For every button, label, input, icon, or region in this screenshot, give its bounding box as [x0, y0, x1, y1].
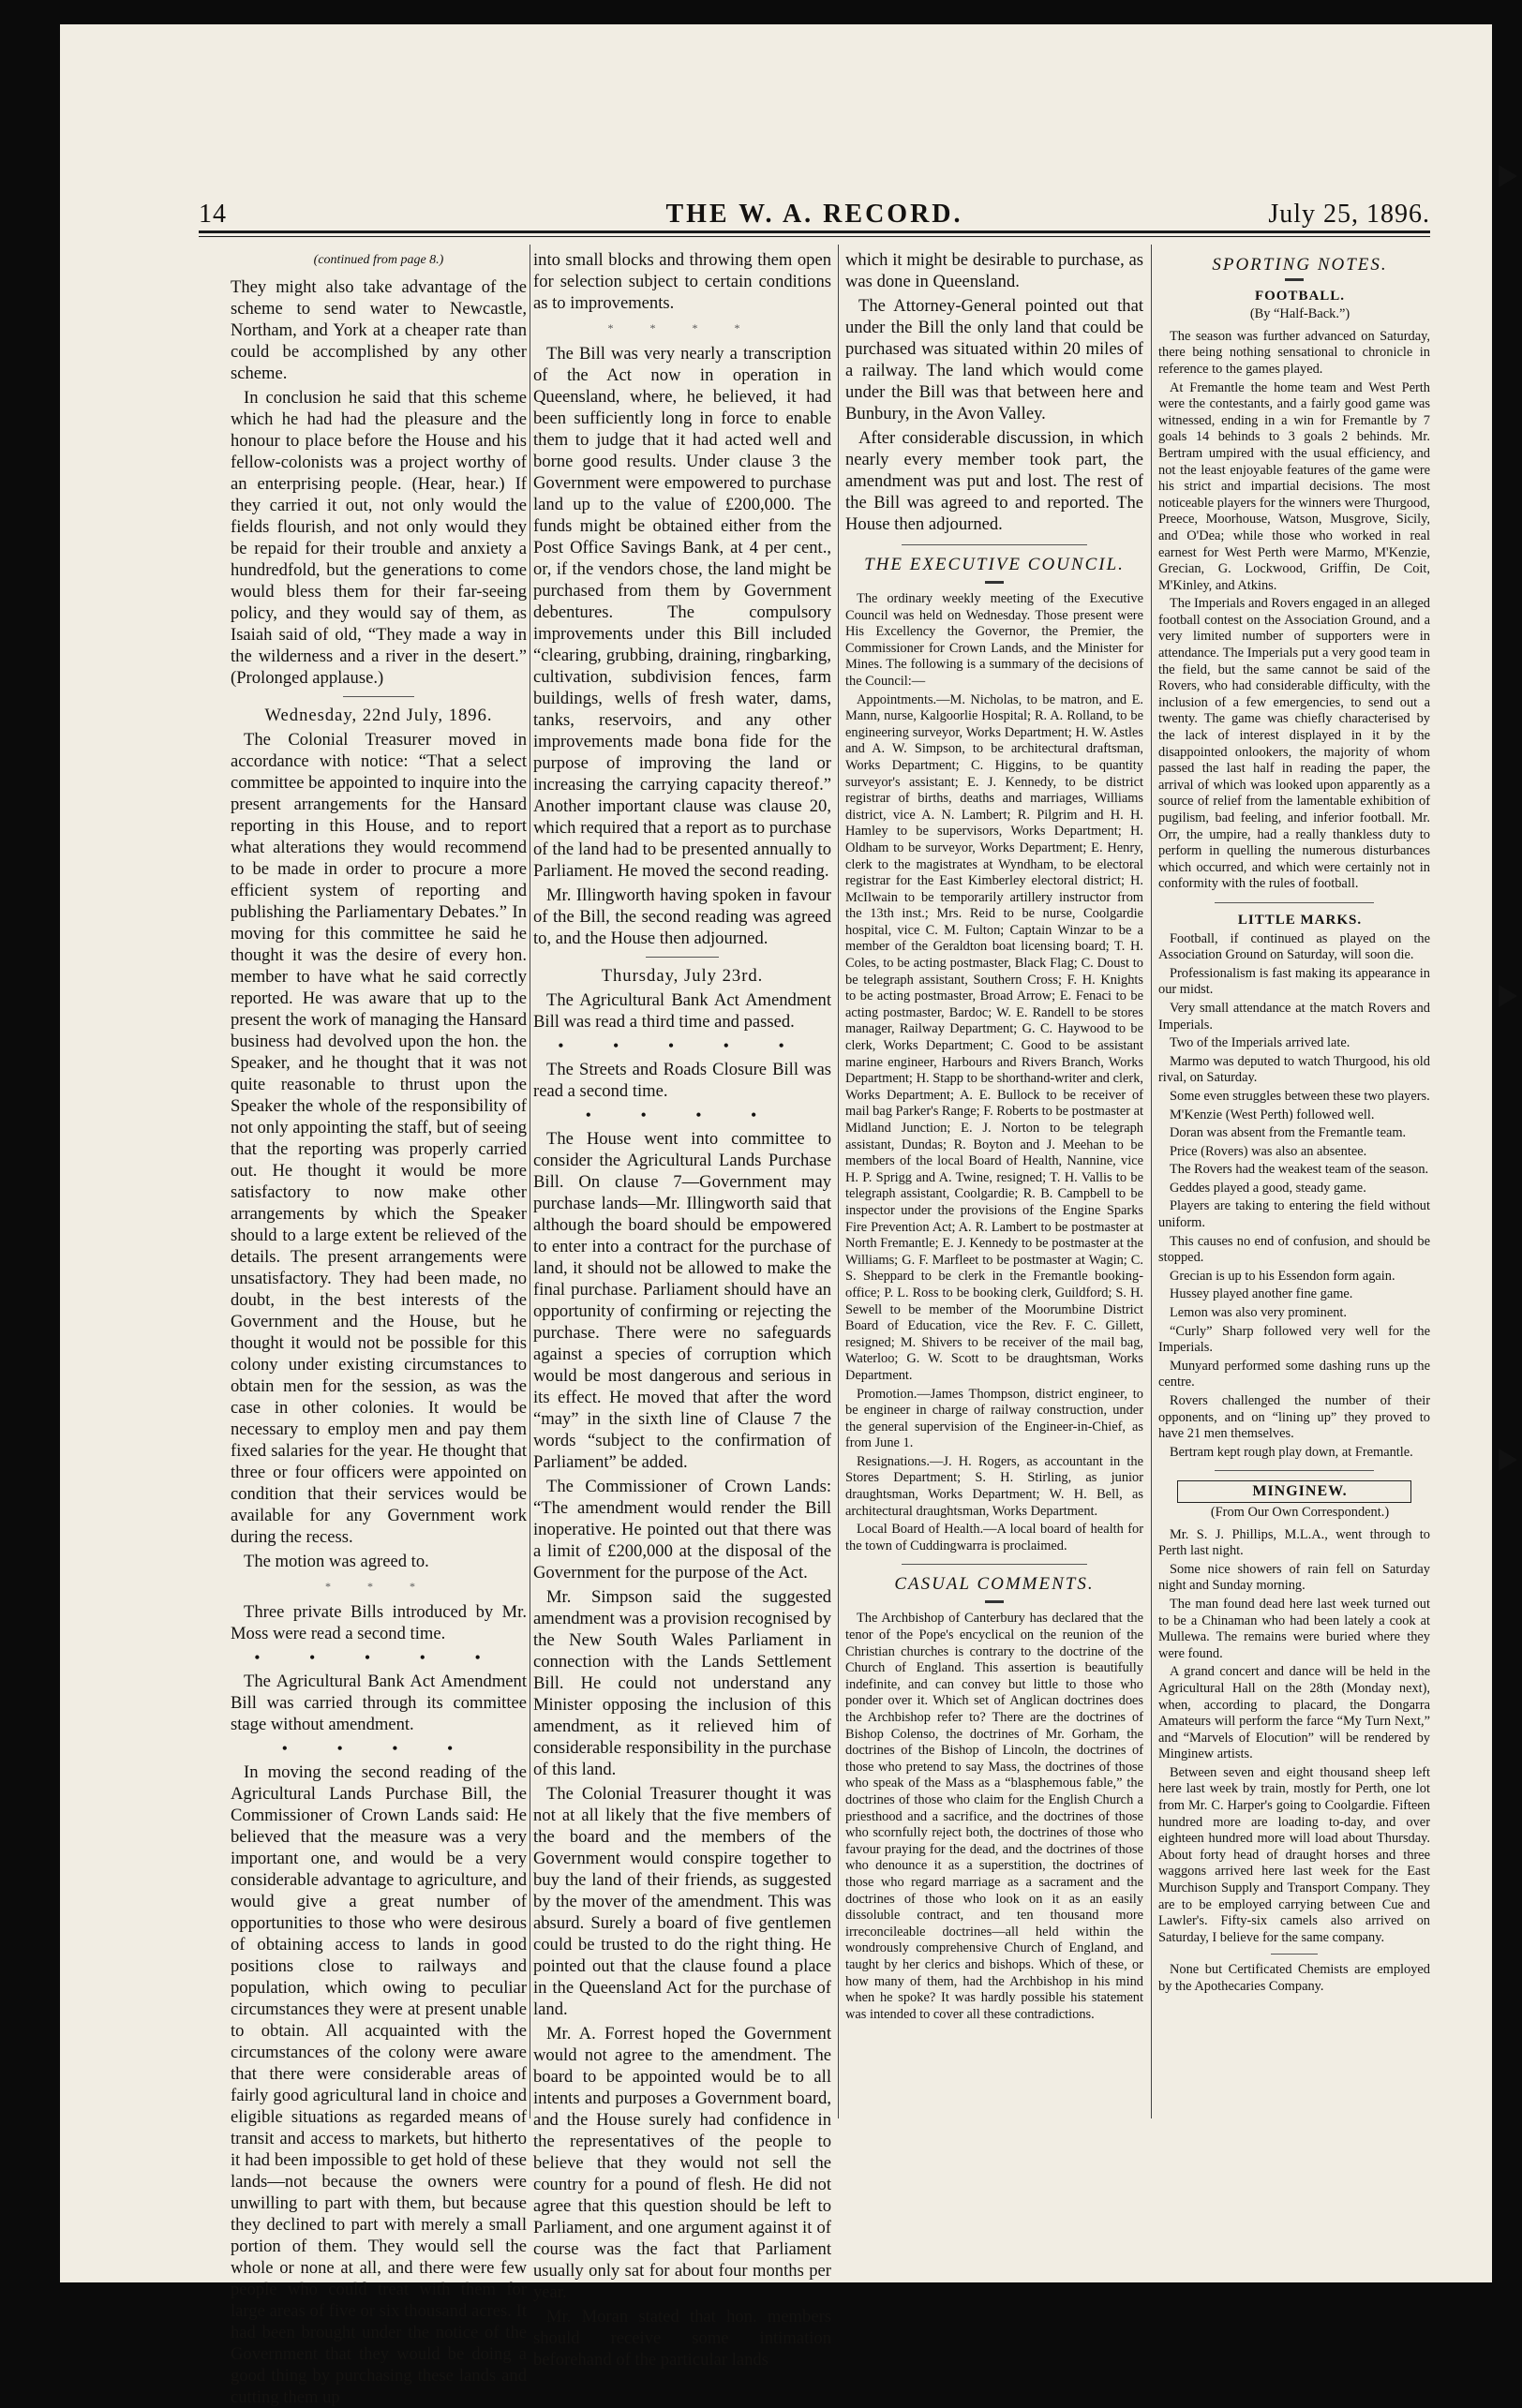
page-header [199, 188, 1430, 229]
paragraph: into small blocks and throwing them open for selection subject to certain conditions as to improvements. [533, 250, 831, 313]
binding-mark-lower [1499, 1449, 1517, 1471]
paragraph: Three private Bills introduced by Mr. Moss were read a second time. [231, 1602, 527, 1643]
paragraph: Mr. Illingworth having spoken in favour of the Bill, the second reading was agreed to, and the House then adjourned. [533, 885, 831, 948]
paragraph: Mr. Simpson said the suggested amendment was a provision recognised by the New South Wales Parliament in connection with the Lands Settlement Bill. He could not understand any Minister opposing the inclusion of this amendment, as it relieved him of considerable responsibility in the purchase of this land. [533, 1587, 831, 1779]
section-heading: THE EXECUTIVE COUNCIL. [864, 555, 1125, 574]
paragraph: which it might be desirable to purchase, as was done in Queensland. [845, 250, 1143, 291]
paragraph: The ordinary weekly meeting of the Executive Council was held on Wednesday. Those present were His Excellency the Governor, the Premier, the Commissioner for Crown Lands, and the Minister for Mines. The following is a summary of the decisions of the Council:— [845, 591, 1143, 689]
paragraph: The motion was agreed to. [244, 1552, 429, 1571]
column-2 [533, 249, 831, 2370]
paragraph: The Colonial Treasurer thought it was not at all likely that the five members of the board and the members of the Government would conspire together to buy the land of their friends, as suggested by the mover of the amendment. This was absurd. Surely a board of five gentlemen could be trusted to do the right thing. He pointed out that the clause found a place in the Queensland Act for the purchase of land. [533, 1784, 831, 2019]
newspaper-page [60, 24, 1492, 2407]
list-item: M'Kenzie (West Perth) followed well. [1170, 1107, 1375, 1122]
list-item: Munyard performed some dashing runs up the centre. [1158, 1358, 1430, 1390]
paragraph: Promotion.—James Thompson, district engineer, to be engineer in charge of railway construction, under the general supervision of the Engineer-in-Chief, as from June 1. [845, 1386, 1143, 1451]
header-rule-thin [199, 236, 1430, 237]
list-item: Hussey played another fine game. [1170, 1286, 1353, 1302]
date-line: Thursday, July 23rd. [601, 966, 764, 986]
separator-stars: * * * [325, 1580, 432, 1593]
list-item: Lemon was also very prominent. [1170, 1305, 1348, 1321]
column-divider-3 [1151, 245, 1152, 2118]
list-item: Players are taking to entering the field without uniform. [1158, 1198, 1430, 1231]
heading-dash [1285, 278, 1304, 281]
paragraph: In conclusion he said that this scheme which he had had the pleasure and the honour to place before the House and his fellow-colonists was a project worthy of an enterprising people. (Hear, hear.) If they carried it out, not only would the fields flourish, and not only would they be repaid for their trouble and anxiety a hundredfold, but the generations to come would bless them for their far-seeing policy, and they would say of them, as Isaiah said of old, “They made a way in the wilderness and a river in the desert.” (Prolonged applause.) [231, 388, 527, 688]
paragraph: They might also take advantage of the scheme to send water to Newcastle, Northam, and York at a cheaper rate than could be accomplished by any other scheme. [231, 277, 527, 383]
paragraph: Mr. Moran stated that hon. members should receive some intimation beforehand of the particular lands [533, 2307, 831, 2370]
column-divider-2 [838, 245, 839, 2118]
paragraph: The season was further advanced on Saturday, there being nothing sensational to chronicle in reference to the games played. [1158, 328, 1430, 377]
section-heading: SPORTING NOTES. [1212, 255, 1388, 275]
separator-stars: * * * * [607, 321, 757, 334]
issue-date: July 25, 1896. [1268, 200, 1430, 229]
paragraph: The Attorney-General pointed out that under the Bill the only land that could be purchased was situated within 20 miles of a railway. The land which would come under the Bill was that between here and Bunbury, in the Avon Valley. [845, 296, 1143, 424]
page-number: 14 [199, 200, 227, 229]
paragraph: The man found dead here last week turned out to be a Chinaman who had been lately a cook at Mullewa. The remains were buried where they were found. [1158, 1596, 1430, 1661]
paragraph: The House went into committee to consider the Agricultural Lands Purchase Bill. On clause 7—Government may purchase lands—Mr. Illingworth said that although the board should be empowered to enter into a contract for the purchase of land, it should not be allowed to make the final purchase. Parliament should have an opportunity of confirming or rejecting the purchase. There were no safeguards against a species of corruption which would be most dangerous and serious in its effect. He moved that after the word “may” in the sixth line of Clause 7 the words “subject to the confirmation of Parliament” be added. [533, 1129, 831, 1472]
section-rule [902, 1564, 1087, 1565]
paragraph: The Commissioner of Crown Lands: “The amendment would render the Bill inoperative. He pointed out that there was a limit of £200,000 at the disposal of the Government for the purpose of the Act. [533, 1477, 831, 1583]
paragraph: The Agricultural Bank Act Amendment Bill was carried through its committee stage without amendment. [231, 1672, 527, 1734]
list-item: Very small attendance at the match Rovers and Imperials. [1158, 1000, 1430, 1033]
paragraph: A grand concert and dance will be held in the Agricultural Hall on the 28th (Monday next), when, according to placard, the Dongarra Amateurs will perform the farce “My Turn Next,” and “Marvels of Elocution” will be rendered by Minginew artists. [1158, 1664, 1430, 1762]
paragraph: The Streets and Roads Closure Bill was read a second time. [533, 1060, 831, 1101]
list-item: Football, if continued as played on the Association Ground on Saturday, will soon die. [1158, 930, 1430, 963]
paragraph: The Bill was very nearly a transcription of the Act now in operation in Queensland, where, he believed, it had been sufficiently long in force to enable them to judge that it had acted well and borne good results. Under clause 3 the Government were empowered to purchase land up to the value of £200,000. The funds might be obtained either from the Post Office Savings Bank, at 4 per cent., or, if the vendors chose, the land might be purchased from them by Government debentures. The compulsory improvements under this Bill included “clearing, grubbing, draining, ringbarking, cultivation, subdivision fences, farm buildings, wells of fresh water, dams, tanks, reservoirs, and any other improvements made bona fide for the purpose of improving the land or increasing the carrying capacity thereof.” Another important clause was clause 20, which required that a report as to purchase of the land had to be presented annually to Parliament. He moved the second reading. [533, 344, 831, 881]
list-item: Two of the Imperials arrived late. [1170, 1035, 1350, 1051]
list-item: “Curly” Sharp followed very well for the Imperials. [1158, 1323, 1430, 1356]
paragraph: Between seven and eight thousand sheep left here last week by train, mostly for Perth, one lot from Mr. C. Harper's going to Coolgardie. Fifteen hundred more are loading to-day, and over eighteen hundred more will load about Thursday. About forty head of draught horses and three waggons arrived here last week for the East Murchison Supply and Transport Company. They are to be employed carrying between Cue and Lawler's. Fifty-six camels also arrived on Saturday, I believe for the same company. [1158, 1764, 1430, 1945]
paragraph: Some nice showers of rain fell on Saturday night and Sunday morning. [1158, 1561, 1430, 1594]
paragraph: Local Board of Health.—A local board of health for the town of Cuddingwarra is proclaimed. [845, 1522, 1143, 1553]
paragraph: Mr. S. J. Phillips, M.L.A., went through to Perth last night. [1158, 1526, 1430, 1559]
binding-mark-middle [1499, 985, 1517, 1007]
separator-bullets: • • • • [281, 1739, 476, 1758]
section-rule [1215, 902, 1374, 903]
list-item: Geddes played a good, steady game. [1170, 1180, 1366, 1196]
heading-dash [985, 581, 1004, 584]
list-item: Doran was absent from the Fremantle team. [1170, 1125, 1407, 1141]
section-rule [343, 696, 414, 697]
list-item: Professionalism is fast making its appearance in our midst. [1158, 965, 1430, 998]
column-3 [845, 249, 1143, 2133]
list-item: Rovers challenged the number of their opponents, and on “lining up” they proved to have 21 men themselves. [1158, 1393, 1430, 1442]
column-4 [1158, 249, 1430, 2133]
list-item: Grecian is up to his Essendon form again. [1170, 1268, 1395, 1284]
boxed-heading: MINGINEW. [1177, 1480, 1411, 1503]
paragraph: The Archbishop of Canterbury has declared that the tenor of the Pope's encyclical on the reunion of the Christian churches is contrary to the doctrine of the Church of England. This assertion is beautifully indefinite, and can convey but little to those who ponder over it. Which set of Anglican doctrines does the Archbishop refer to? There are the doctrines of Bishop Colenso, the doctrines of Mr. Gorham, the doctrines of the Bishop of Lincoln, the doctrines of those who pretend to say Mass, the doctrines of those who speak of the Mass as a “blasphemous fable,” the doctrines of those who claim for the English Church a priesthood and a sacrifice, and the doctrines of those who scornfully reject both, the doctrines of those who favour praying for the dead, and the doctrines of those who denounce it as a superstition, the doctrines of those who regard marriage as a sacrament and the doctrines of those who look on it as an easily dissoluble contract, and ten thousand more irreconcileable doctrines—all held within the wondrously comprehensive Church of England, and taught by her clerics and bishops. Which of these, or how many of them, had the Archbishop in his mind when he spoke? It was hardly possible his statement was intended to cover all these contradictions. [845, 1611, 1143, 2022]
date-line: Wednesday, 22nd July, 1896. [264, 706, 493, 725]
subheading: FOOTBALL. [1254, 288, 1346, 304]
separator-bullets: • • • • [585, 1106, 780, 1124]
continued-note: (continued from page 8.) [313, 253, 444, 267]
subheading: LITTLE MARKS. [1237, 912, 1363, 928]
column-1 [231, 249, 528, 2407]
binding-mark-top [1499, 165, 1517, 187]
separator-bullets: • • • • • [558, 1036, 807, 1055]
list-item: Bertram kept rough play down, at Fremantle. [1170, 1444, 1413, 1460]
masthead-title: THE W. A. RECORD. [665, 200, 963, 229]
section-rule [902, 544, 1087, 545]
list-item: This causes no end of confusion, and should be stopped. [1158, 1233, 1430, 1266]
paragraph: The Agricultural Bank Act Amendment Bill was read a third time and passed. [533, 990, 831, 1032]
paragraph: After considerable discussion, in which nearly every member took part, the amendment was put and lost. The rest of the Bill was agreed to and reported. The House then adjourned. [845, 428, 1143, 534]
paragraph: The Imperials and Rovers engaged in an alleged football contest on the Association Ground, and a very limited number of supporters were in attendance. The Imperials put a very good team in the field, but the same cannot be said of the Rovers, who had considerable difficulty, with the inclusion of a few emergencies, to send out a twenty. The game was chiefly characterised by the lack of interest displayed in it by the disappointed onlookers, the majority of whom passed the last half in reading the paper, the arrival of which was looked upon apparently as a source of relief from the lamentable exhibition of pugilism, bad feeling, and inferior football. Mr. Orr, the umpire, had a really thankless duty to perform in quelling the numerous disturbances which occurred, and which were certainly not in conformity with the rules of football. [1158, 596, 1430, 892]
list-item: Marmo was deputed to watch Thurgood, his old rival, on Saturday. [1158, 1053, 1430, 1086]
byline: (By “Half-Back.”) [1249, 306, 1350, 322]
heading-dash [985, 1600, 1004, 1603]
section-rule [646, 957, 719, 958]
separator-bullets: • • • • • [254, 1648, 503, 1667]
paragraph: The Colonial Treasurer moved in accordance with notice: “That a select committee be appointed to inquire into the present arrangements for the Hansard reporting in this House, and to report what alterations they would recommend to be made in order to procure a more efficient system of reporting and publishing the Parliamentary Debates.” In moving for this committee he said he thought it was the desire of every hon. member to have what he said correctly reported. He was aware that up to the present the work of managing the Hansard business had devolved upon the hon. the Speaker, and he thought that it was not quite reasonable to thrust upon the Speaker the whole of the responsibility of not only appointing the staff, but of seeing that the reporting was properly carried out. He thought it would be more satisfactory to now make other arrangements by which the Speaker should to a large extent be relieved of the details. The present arrangements were unsatisfactory. They had been made, no doubt, in the best interests of the Government and the House, but he thought it would not be possible for this colony under existing circumstances to obtain men for the session, as was the case in other colonies. It would be necessary to employ men and pay them fixed salaries for the year. He thought that three or four officers were appointed on condition that their services would be available for any Government work during the recess. [231, 730, 528, 1547]
section-rule [1271, 1954, 1318, 1955]
list-item: Some even struggles between these two players. [1170, 1088, 1430, 1104]
list-item: The Rovers had the weakest team of the season. [1170, 1162, 1429, 1178]
paragraph: Mr. A. Forrest hoped the Government would not agree to the amendment. The board to be appointed would be to all intents and purposes a Government board, and the House surely had confidence in the representatives of the people to believe that they would not sell the country for a pound of flesh. He did not agree that this question should be left to Parliament, and one argument against it of course was the fact that Parliament usually only sat for about four months per year. [533, 2024, 831, 2302]
paragraph: At Fremantle the home team and West Perth were the contestants, and a fairly good game was witnessed, ending in a win for Fremantle by 7 goals 14 behinds to 3 goals 2 behinds. Mr. Bertram umpired with the usual efficiency, and not the least enjoyable features of the game were his strict and impartial decisions. The most noticeable players for the winners were Thurgood, Preece, Moorhouse, Watson, Musgrove, Sicily, and O'Dea; while those who worked in real earnest for West Perth were Marmo, M'Kenzie, Grecian, G. Lockwood, Griffin, De Coit, M'Kinley, and Atkins. [1158, 379, 1430, 593]
byline: (From Our Own Correspondent.) [1210, 1504, 1390, 1520]
paragraph: Appointments.—M. Nicholas, to be matron, and E. Mann, nurse, Kalgoorlie Hospital; R. A. Rolland, to be engineering surveyor, Works Department; H. W. Astles and A. W. Simpson, to be architectural draftsman, Works Department; C. Higgins, to be quantity surveyor's assistant; E. J. Kennedy, to be district registrar of births, deaths and marriages, Williams district, vice A. N. Lambert; R. Pilgrim and H. H. Hamley to be supervisors, Works Department; H. Oldham to be surveyor, Works Department; E. Henry, clerk to the magistrates at Wyndham, to be electoral registrar for the East Kimberley electoral district; H. McIlwain to be temporarily artillery instructor from the 13th inst.; Mrs. Reid to be nurse, Coolgardie hospital, vice C. M. Fulton; Captain Winzar to be a member of the Geraldton boat licensing board; T. H. Coles, to be acting postmaster, Black Flag; C. Doust to be telegraph assistant, Southern Cross; F. H. Knights to be acting postmaster, Broad Arrow; E. Fenaci to be acting postmaster, Bardoc; W. E. Randell to be stores manager, Railway Department; G. C. Haywood to be clerk, Works Department; C. Good to be assistant marine engineer, Harbours and Rivers Branch, Works Department; H. Stapp to be shorthand-writer and clerk, Works Department; A. E. Bullock to be receiver of mail bag Parker's Range; F. Roberts to be postmaster at Midland Junction; E. J. Norton to be telegraph assistant, Dundas; R. Boyton and J. Meehan to be members of the local Board of Health, Nannine, vice H. P. Sprigg and A. Twine, resigned; T. H. Vallis to be telegraph assistant, Coolgardie; R. B. Campbell to be inspector under the provisions of the Engine Sparks Fire Prevention Act; A. R. Lambert to be postmaster at North Fremantle; E. J. Kennedy to be postmaster at the Williams; G. F. Marfleet to be postmaster at Wagin; C. S. Sheppard to be clerk in the Fremantle booking-office; P. L. Ross to be booking clerk, Guildford; S. H. Sewell to be member of the Moorumbine District Board of Education, vice the Rev. F. C. Gillett, resigned; M. Shivers to be receiver of the mail bag, Waterloo; G. W. Scott to be draughtsman, Works Department. [845, 691, 1143, 1383]
paragraph: Resignations.—J. H. Rogers, as accountant in the Stores Department; S. H. Stirling, as junior draughtsman, Works Department; W. H. Bell, as architectural draughtsman, Works Department. [845, 1453, 1143, 1519]
section-heading: CASUAL COMMENTS. [894, 1574, 1095, 1595]
list-item: Price (Rovers) was also an absentee. [1170, 1143, 1367, 1159]
header-rule [199, 230, 1430, 233]
paragraph: None but Certificated Chemists are employed by the Apothecaries Company. [1158, 1962, 1430, 1994]
paragraph: In moving the second reading of the Agricultural Lands Purchase Bill, the Commissioner of Crown Lands said: He believed that the measure was a very important one, and would be a very considerable advantage to agriculture, and would give a great number of opportunities to those who were desirous of obtaining access to lands in good positions close to railways and population, which owing to peculiar circumstances they were at present unable to obtain. All acquainted with the circumstances of the colony were aware that there were considerable areas of fairly good agricultural land in choice and eligible situations as regarded means of transit and access to markets, but hitherto it had been impossible to get hold of these lands—not because the owners were unwilling to part with them, but because they declined to part with merely a small portion of them. They would sell the whole or none at all, and there were few people who could treat with them for large areas of five or six thousand acres. It had been brought under the notice of the Government that they would be doing a good thing by purchasing these lands and cutting them up [231, 1762, 527, 2407]
section-rule [1215, 1470, 1374, 1471]
